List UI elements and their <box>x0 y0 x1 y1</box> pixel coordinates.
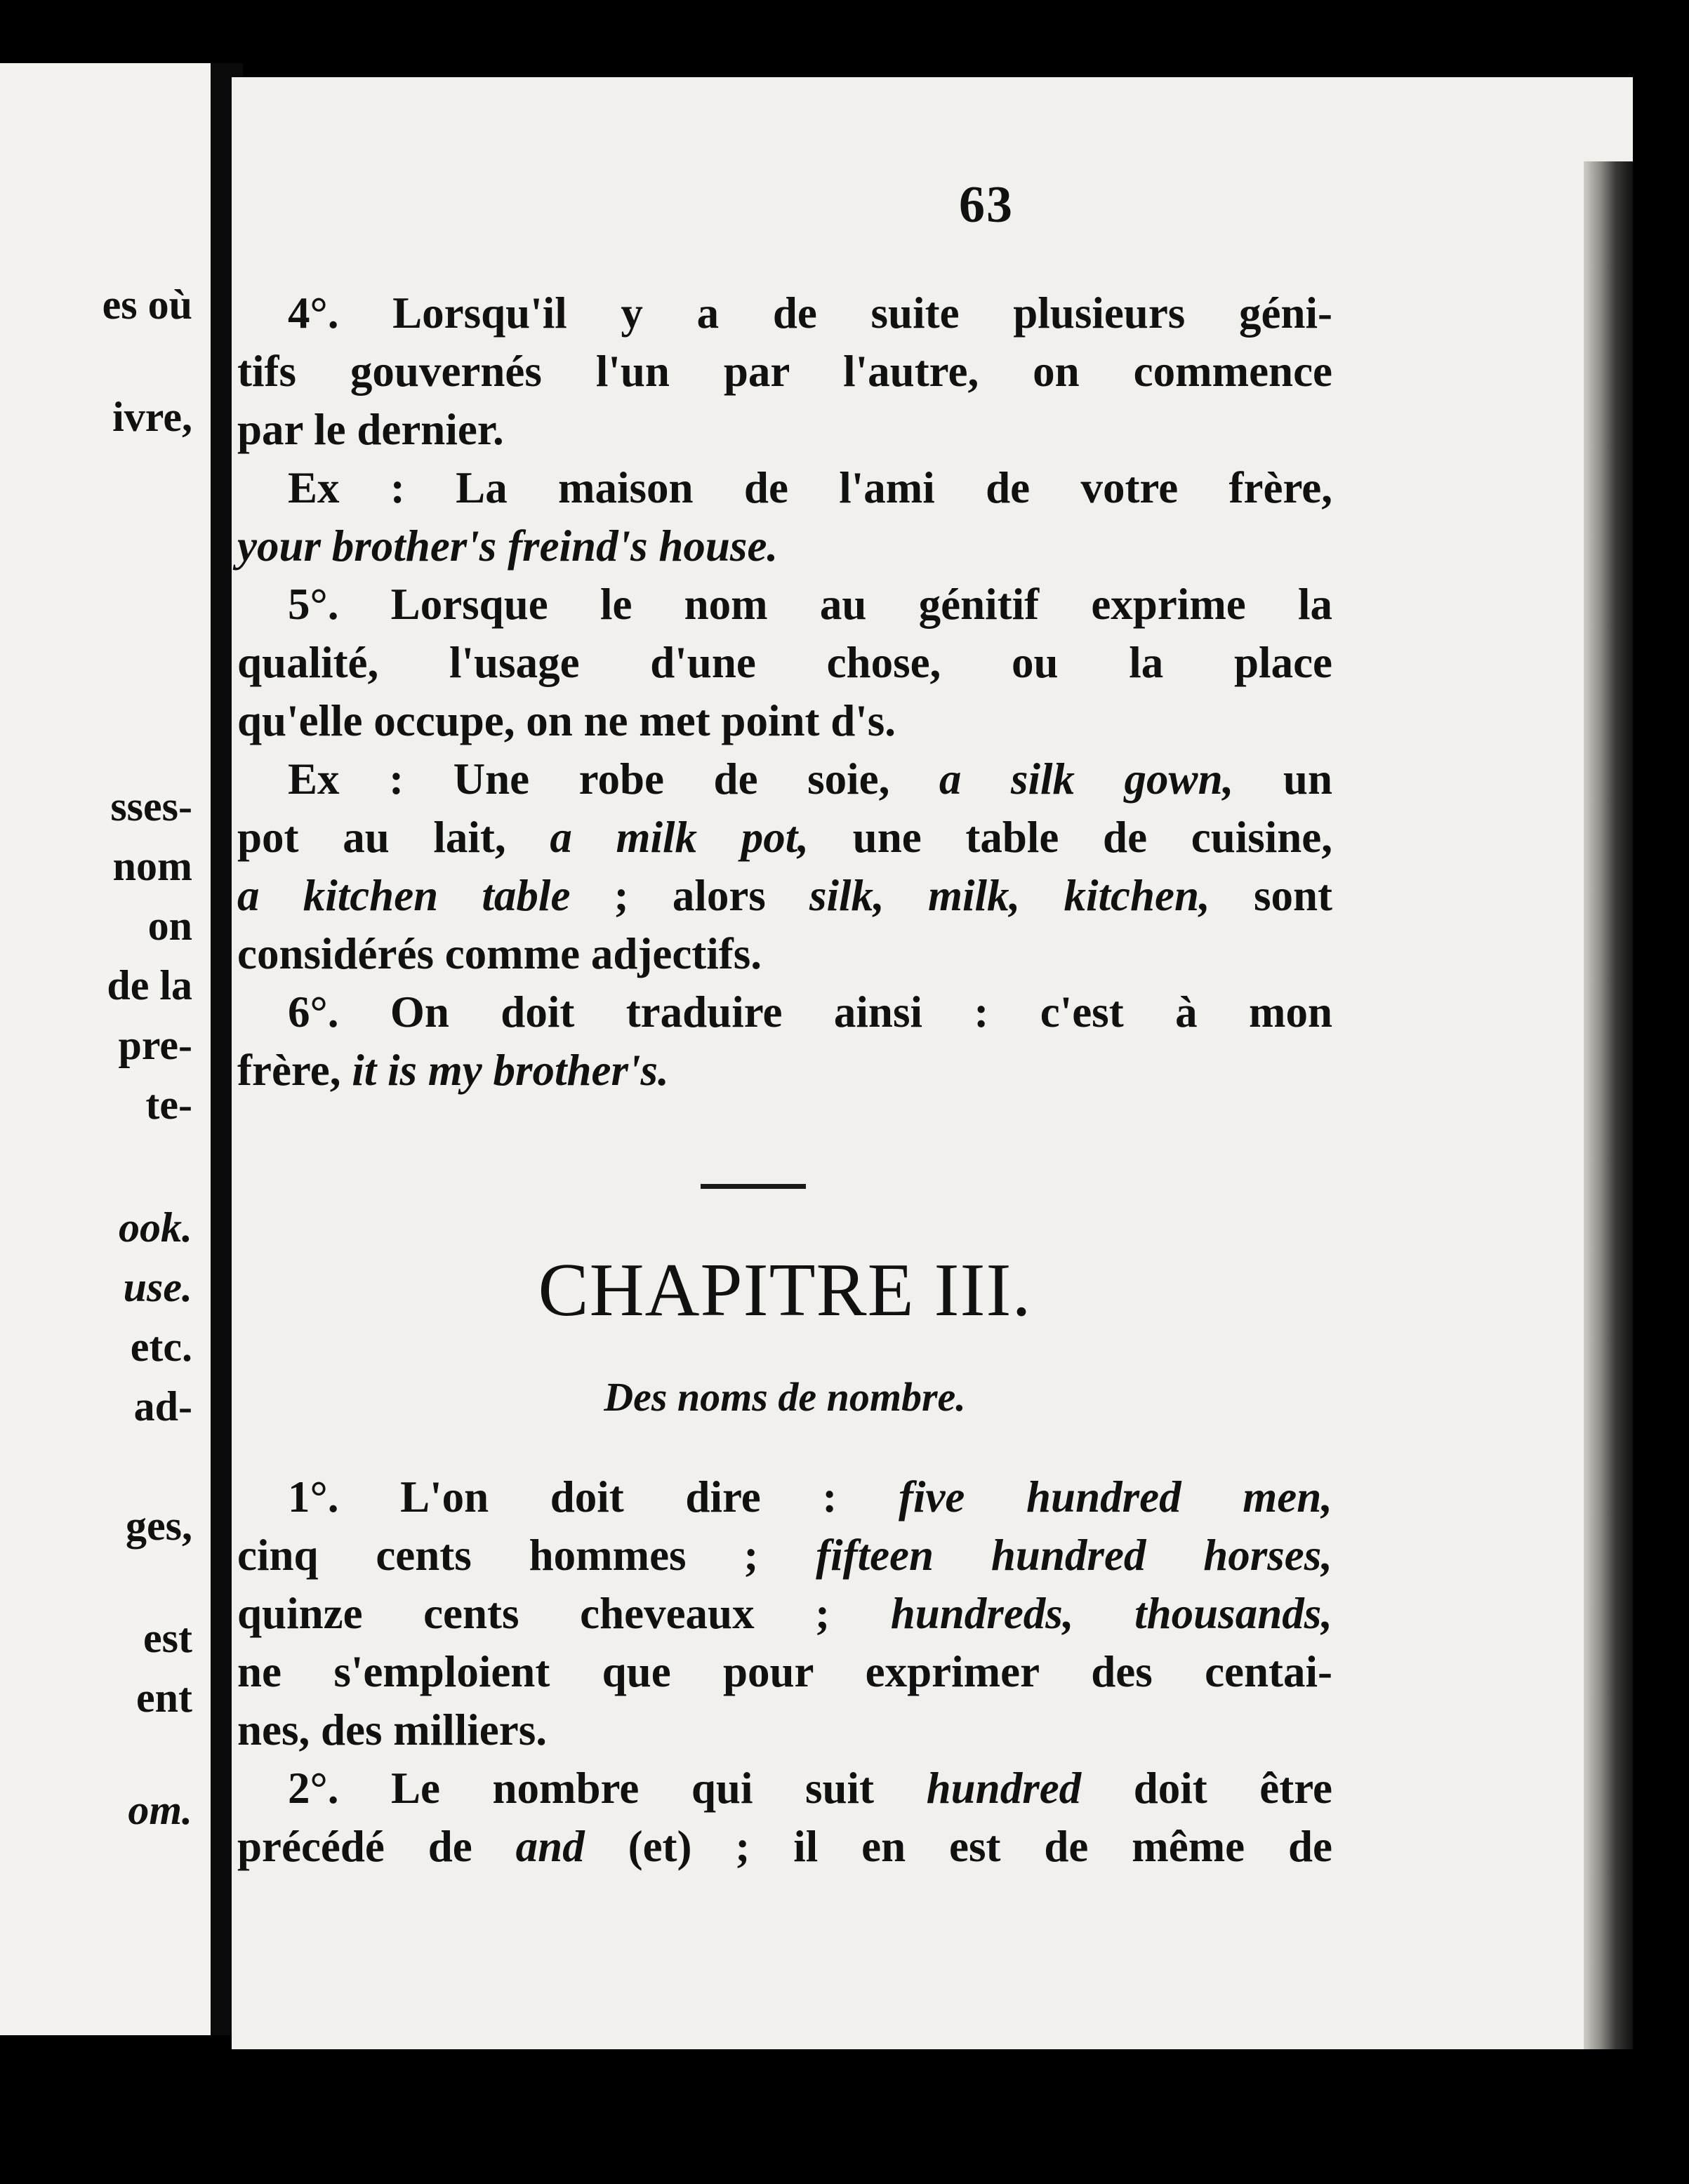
text-line: nes, des milliers. <box>237 1705 547 1754</box>
text-line <box>237 1468 1332 1526</box>
text-line: considérés comme adjectifs. <box>237 929 762 978</box>
text-span-italic: it is my brother's. <box>352 1046 669 1095</box>
text-line: your brother's freind's house. <box>237 521 779 571</box>
text-span: doit être <box>1133 1764 1333 1813</box>
left-fragment: sses- <box>110 783 192 830</box>
left-fragment: de la <box>107 962 192 1008</box>
text-span: (et) ; il en est de même de <box>628 1822 1333 1871</box>
page-right <box>232 77 1633 2049</box>
left-fragment: on <box>147 903 192 949</box>
text-span-italic: a kitchen table <box>237 871 571 920</box>
text-line <box>237 808 1332 867</box>
text-line <box>237 1526 1332 1585</box>
text-line <box>237 1585 1332 1643</box>
text-span: 2°. Le nombre qui suit <box>288 1764 875 1813</box>
text-line: ne s'emploient que pour exprimer des centai- <box>237 1647 1332 1696</box>
chapter-subtitle: Des noms de nombre. <box>604 1374 966 1420</box>
text-span-italic: five hundred men, <box>898 1472 1332 1522</box>
page-number: 63 <box>959 176 1014 234</box>
left-fragment: pre- <box>118 1022 192 1068</box>
text-span: frère, <box>237 1046 341 1095</box>
text-span-italic: fifteen hundred horses, <box>816 1531 1332 1580</box>
text-line <box>237 867 1332 925</box>
text-span-italic: a silk gown, <box>939 754 1234 804</box>
left-fragment: est <box>143 1615 192 1661</box>
text-span: pot au lait, <box>237 813 506 862</box>
chapter-title: CHAPITRE III. <box>538 1249 1032 1332</box>
text-line <box>237 1818 1332 1876</box>
left-fragment: ivre, <box>112 394 192 440</box>
left-fragment: use. <box>123 1264 192 1310</box>
left-fragment: ent <box>136 1674 192 1721</box>
text-line: 5°. Lorsque le nom au génitif exprime la <box>288 580 1332 629</box>
text-span-italic: silk, milk, kitchen, <box>809 871 1210 920</box>
left-fragment: ad- <box>133 1383 192 1430</box>
text-span: ; alors <box>614 871 766 920</box>
page-body <box>232 284 1332 1876</box>
text-line <box>237 750 1332 808</box>
text-span-italic: hundreds, thousands, <box>890 1589 1333 1638</box>
text-span-italic: a milk pot, <box>550 813 809 862</box>
text-span: cinq cents hommes ; <box>237 1531 759 1580</box>
text-line <box>237 1759 1332 1818</box>
text-line: qu'elle occupe, on ne met point d's. <box>237 696 896 745</box>
left-fragment: ook. <box>119 1204 192 1251</box>
text-line: par le dernier. <box>237 405 504 454</box>
text-line: tifs gouvernés l'un par l'autre, on commence <box>237 347 1332 396</box>
section-divider <box>701 1184 806 1189</box>
text-span: sont <box>1253 871 1333 920</box>
text-line: 6°. On doit traduire ainsi : c'est à mon <box>288 987 1332 1037</box>
text-span: 1°. L'on doit dire : <box>288 1472 837 1522</box>
text-span: précédé de <box>237 1822 472 1871</box>
text-span: un <box>1283 754 1332 804</box>
text-span: quinze cents cheveaux ; <box>237 1589 830 1638</box>
text-span-italic: hundred <box>926 1764 1082 1813</box>
text-span: Ex : Une robe de soie, <box>288 754 890 804</box>
left-fragment: es où <box>102 281 192 328</box>
text-span: une table de cuisine, <box>852 813 1333 862</box>
text-line: qualité, l'usage d'une chose, ou la place <box>237 638 1332 687</box>
text-line: 4°. Lorsqu'il y a de suite plusieurs géni- <box>288 288 1332 338</box>
page-edge <box>1584 161 1633 2049</box>
left-fragment: ges, <box>126 1503 192 1549</box>
facing-page-left <box>0 63 211 2035</box>
text-line: Ex : La maison de l'ami de votre frère, <box>288 463 1332 512</box>
text-line <box>237 1041 1332 1100</box>
left-fragment: om. <box>128 1787 192 1833</box>
left-fragment: te- <box>145 1081 192 1128</box>
left-fragment: etc. <box>130 1324 192 1370</box>
left-fragment: nom <box>112 843 192 889</box>
text-span-italic: and <box>515 1822 585 1871</box>
